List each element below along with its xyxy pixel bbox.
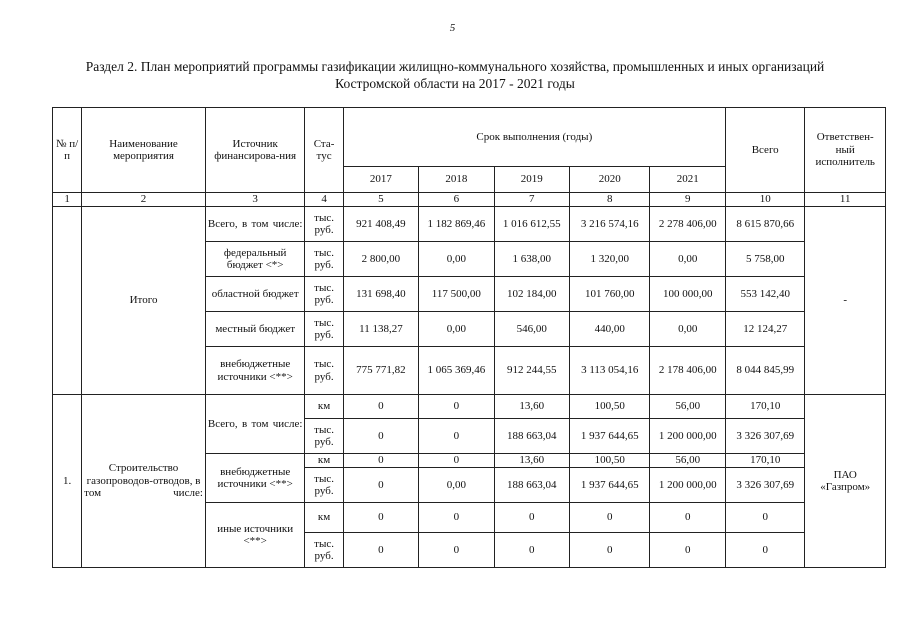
- total-cell: 5 758,00: [725, 242, 804, 277]
- value-cell: 0: [343, 395, 418, 419]
- value-cell: 2 800,00: [343, 242, 418, 277]
- header-executor: Ответствен-ный исполнитель: [805, 108, 886, 193]
- unit-cell: км: [305, 503, 343, 533]
- value-cell: 0: [494, 533, 569, 568]
- value-cell: 56,00: [650, 454, 726, 468]
- value-cell: 100,50: [570, 454, 650, 468]
- col-number: 9: [650, 193, 726, 207]
- itogo-num: [53, 207, 82, 395]
- header-period: Срок выполнения (годы): [343, 108, 725, 167]
- value-cell: 0,00: [419, 242, 494, 277]
- value-cell: 0: [343, 419, 418, 454]
- col-number: 2: [82, 193, 206, 207]
- value-cell: 0: [650, 533, 726, 568]
- value-cell: 0: [650, 503, 726, 533]
- value-cell: 0,00: [650, 312, 726, 347]
- value-cell: 912 244,55: [494, 347, 569, 395]
- total-cell: 0: [725, 533, 804, 568]
- value-cell: 0,00: [419, 312, 494, 347]
- value-cell: 0: [419, 395, 494, 419]
- item-name: Строительство газопроводов-отводов, в том числе:: [82, 395, 206, 568]
- value-cell: 0: [419, 419, 494, 454]
- value-cell: 188 663,04: [494, 419, 569, 454]
- col-number: 5: [343, 193, 418, 207]
- total-cell: 0: [725, 503, 804, 533]
- value-cell: 1 200 000,00: [650, 468, 726, 503]
- value-cell: 0: [419, 533, 494, 568]
- value-cell: 0: [343, 454, 418, 468]
- total-cell: 12 124,27: [725, 312, 804, 347]
- source-cell: внебюджетные источники <**>: [205, 347, 305, 395]
- col-number: 1: [53, 193, 82, 207]
- value-cell: 100 000,00: [650, 277, 726, 312]
- item-num: 1.: [53, 395, 82, 568]
- table-row: [53, 395, 886, 419]
- total-cell: 3 326 307,69: [725, 468, 804, 503]
- value-cell: 1 937 644,65: [570, 468, 650, 503]
- value-cell: 0: [494, 503, 569, 533]
- value-cell: 0: [343, 503, 418, 533]
- value-cell: 1 016 612,55: [494, 207, 569, 242]
- header-year: 2019: [494, 167, 569, 193]
- unit-cell: км: [305, 454, 343, 468]
- unit-cell: тыс. руб.: [305, 468, 343, 503]
- value-cell: 0,00: [650, 242, 726, 277]
- header-status: Ста-тус: [305, 108, 343, 193]
- item-executor: ПАО «Газпром»: [805, 395, 886, 568]
- value-cell: 0,00: [419, 468, 494, 503]
- total-cell: 3 326 307,69: [725, 419, 804, 454]
- unit-cell: тыс. руб.: [305, 312, 343, 347]
- header-year: 2017: [343, 167, 418, 193]
- value-cell: 2 178 406,00: [650, 347, 726, 395]
- unit-cell: тыс. руб.: [305, 242, 343, 277]
- value-cell: 1 200 000,00: [650, 419, 726, 454]
- value-cell: 0: [570, 503, 650, 533]
- col-number: 7: [494, 193, 569, 207]
- itogo-name: Итого: [82, 207, 206, 395]
- value-cell: 1 320,00: [570, 242, 650, 277]
- unit-cell: тыс. руб.: [305, 347, 343, 395]
- source-cell: местный бюджет: [205, 312, 305, 347]
- header-name: Наименование мероприятия: [82, 108, 206, 193]
- value-cell: 0: [343, 533, 418, 568]
- col-number: 4: [305, 193, 343, 207]
- value-cell: 1 182 869,46: [419, 207, 494, 242]
- header-num: № п/п: [53, 108, 82, 193]
- itogo-executor: -: [805, 207, 886, 395]
- value-cell: 0: [419, 503, 494, 533]
- value-cell: 11 138,27: [343, 312, 418, 347]
- total-cell: 553 142,40: [725, 277, 804, 312]
- col-number: 10: [725, 193, 804, 207]
- column-numbers-row: [53, 193, 886, 207]
- source-cell: федеральный бюджет <*>: [205, 242, 305, 277]
- value-cell: 1 638,00: [494, 242, 569, 277]
- plan-table: [52, 107, 886, 568]
- table-row: [53, 207, 886, 242]
- unit-cell: км: [305, 395, 343, 419]
- value-cell: 56,00: [650, 395, 726, 419]
- value-cell: 188 663,04: [494, 468, 569, 503]
- source-cell: областной бюджет: [205, 277, 305, 312]
- page-title: Раздел 2. План мероприятий программы газификации жилищно-коммунального хозяйства, промышленных и иных организаций Костромской области на 2017 - 2021 годы: [85, 59, 825, 91]
- total-cell: 8 615 870,66: [725, 207, 804, 242]
- header-total: Всего: [725, 108, 804, 193]
- value-cell: 101 760,00: [570, 277, 650, 312]
- value-cell: 775 771,82: [343, 347, 418, 395]
- header-source: Источник финансирова-ния: [205, 108, 305, 193]
- total-cell: 170,10: [725, 395, 804, 419]
- header-row-1: [53, 108, 886, 167]
- col-number: 8: [570, 193, 650, 207]
- value-cell: 0: [343, 468, 418, 503]
- col-number: 11: [805, 193, 886, 207]
- value-cell: 2 278 406,00: [650, 207, 726, 242]
- header-year: 2018: [419, 167, 494, 193]
- value-cell: 546,00: [494, 312, 569, 347]
- value-cell: 440,00: [570, 312, 650, 347]
- header-year: 2021: [650, 167, 726, 193]
- col-number: 6: [419, 193, 494, 207]
- total-cell: 8 044 845,99: [725, 347, 804, 395]
- source-cell: Всего, в том числе:: [205, 207, 305, 242]
- col-number: 3: [205, 193, 305, 207]
- value-cell: 0: [570, 533, 650, 568]
- value-cell: 1 065 369,46: [419, 347, 494, 395]
- page-number: 5: [449, 22, 456, 34]
- value-cell: 100,50: [570, 395, 650, 419]
- value-cell: 131 698,40: [343, 277, 418, 312]
- value-cell: 0: [419, 454, 494, 468]
- value-cell: 921 408,49: [343, 207, 418, 242]
- unit-cell: тыс. руб.: [305, 419, 343, 454]
- total-cell: 170,10: [725, 454, 804, 468]
- value-cell: 102 184,00: [494, 277, 569, 312]
- source-cell: иные источники <**>: [205, 503, 305, 568]
- unit-cell: тыс. руб.: [305, 277, 343, 312]
- unit-cell: тыс. руб.: [305, 533, 343, 568]
- source-cell: внебюджетные источники <**>: [205, 454, 305, 503]
- value-cell: 13,60: [494, 454, 569, 468]
- value-cell: 3 113 054,16: [570, 347, 650, 395]
- source-cell: Всего, в том числе:: [205, 395, 305, 454]
- value-cell: 1 937 644,65: [570, 419, 650, 454]
- value-cell: 3 216 574,16: [570, 207, 650, 242]
- value-cell: 13,60: [494, 395, 569, 419]
- value-cell: 117 500,00: [419, 277, 494, 312]
- unit-cell: тыс. руб.: [305, 207, 343, 242]
- header-year: 2020: [570, 167, 650, 193]
